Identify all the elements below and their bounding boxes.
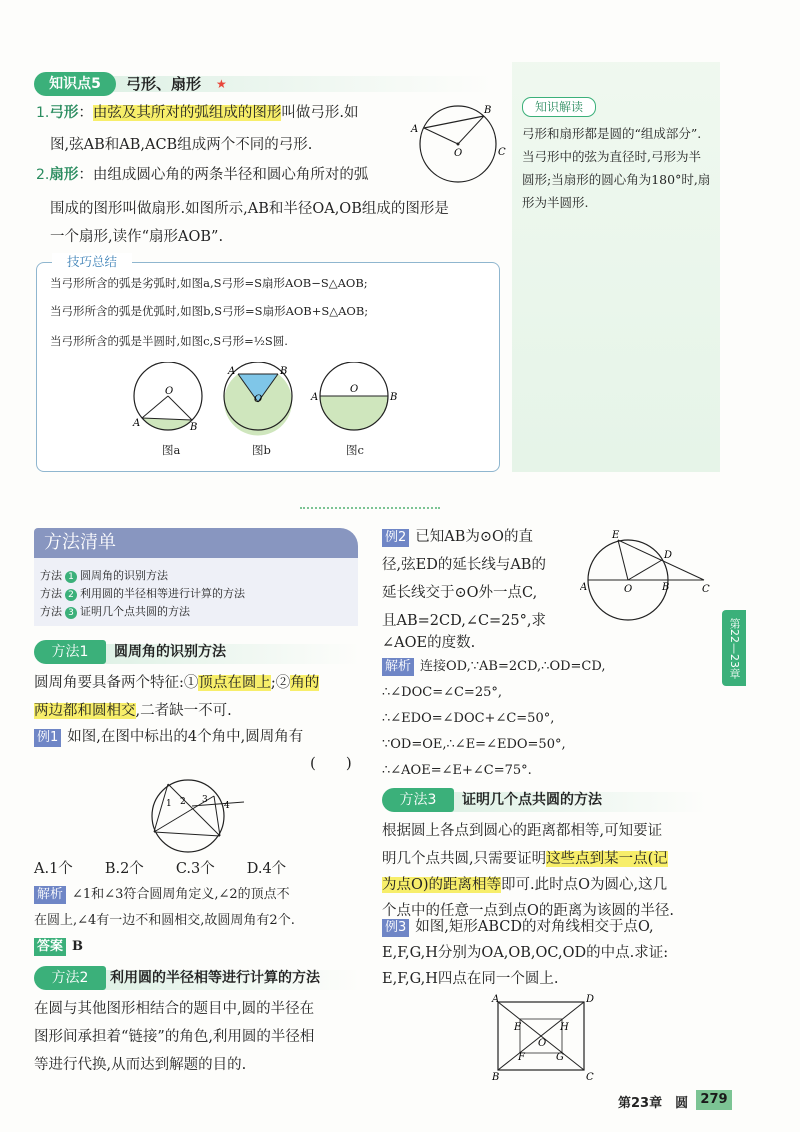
svg-text:2: 2 (180, 797, 186, 807)
svg-text:A: A (492, 994, 500, 1005)
method3-line2: 明几个点共圆,只需要证明这些点到某一点(记 (382, 851, 668, 867)
example2-line2: 径,弦ED的延长线与AB的 (382, 557, 546, 573)
svg-text:F: F (518, 1052, 525, 1063)
definition-segment-line2: 图,弦AB和AB,ACB组成两个不同的弓形. (50, 137, 313, 153)
figure-c (310, 362, 397, 430)
example-tag: 例1 (34, 729, 61, 747)
definition-sector-line2: 围成的图形叫做扇形.如图所示,AB和半径OA,OB组成的图形是 (50, 201, 449, 217)
svg-text:C: C (702, 584, 710, 595)
tips-figures (130, 362, 420, 442)
svg-text:B: B (484, 105, 492, 116)
method3-title: 证明几个点共圆的方法 (462, 792, 602, 808)
example3-line2: E,F,G,H分别为OA,OB,OC,OD的中点.求证: (382, 945, 669, 961)
svg-text:1: 1 (166, 799, 172, 809)
text: 由组成圆心角的两条半径和圆心角所对的弧 (92, 167, 369, 183)
method2-tag: 方法2 (34, 966, 106, 990)
method2-line1: 在圆与其他图形相结合的题目中,圆的半径在 (34, 1001, 315, 1017)
method1-tag: 方法1 (34, 640, 106, 664)
svg-text:O: O (624, 584, 633, 595)
answer-tag: 答案 (34, 938, 66, 956)
example2: 例2 已知AB为⊙O的直 (382, 522, 592, 552)
method2-line3: 等进行代换,从而达到解题的目的. (34, 1057, 247, 1073)
tips-tag: 技巧总结 (52, 253, 132, 271)
text: 叫做弓形.如 (281, 105, 359, 121)
tip-line: 当弓形所含的弧是半圆时,如图c,S弓形=½S圆. (50, 334, 288, 348)
analysis-tag: 解析 (382, 658, 414, 676)
explain-text: 弓形和扇形都是圆的“组成部分”.当弓形中的弦为直径时,弓形为半圆形;当扇形的圆心角为180°时,扇形为半圆形. (522, 126, 711, 210)
definition-segment (36, 98, 416, 128)
choice-b: B.2个 (104, 861, 144, 877)
svg-text:O: O (165, 386, 174, 397)
svg-text:O: O (538, 1038, 547, 1049)
example2-line5: ∠AOE的度数. (382, 635, 476, 651)
star-icon: ★ (216, 77, 227, 91)
svg-text:G: G (556, 1052, 564, 1063)
method2-line2: 图形间承担着“链接”的角色,利用圆的半径相 (34, 1029, 315, 1045)
methods-header: 方法清单 (34, 528, 358, 558)
svg-text:3: 3 (202, 795, 208, 805)
caption-a: 图a (162, 443, 181, 457)
answer1: 答案 B (34, 934, 374, 960)
analysis2-line: ∴∠DOC=∠C=25°, (382, 685, 502, 700)
example3-figure (488, 994, 598, 1080)
method1-title: 圆周角的识别方法 (114, 644, 226, 660)
term-sector: 扇形 (49, 167, 79, 183)
method-item: 方法 2 利用圆的半径相等进行计算的方法 (40, 587, 245, 600)
method1-line1: 圆周角要具备两个特征:①顶点在圆上;②角的 (34, 675, 320, 691)
highlight: 由弦及其所对的弧组成的图形 (92, 105, 282, 121)
item-number: 1. (36, 105, 50, 121)
svg-text:O: O (350, 384, 359, 395)
svg-text:C: C (586, 1072, 594, 1080)
example3: 例3 如图,矩形ABCD的对角线相交于点O, (382, 912, 722, 942)
method3-line4: 个点中的任意一点到点O的距离为该圆的半径. (382, 903, 674, 919)
analysis1: 解析 ∠1和∠3符合圆周角定义,∠2的顶点不 (34, 882, 374, 908)
svg-text:O: O (254, 394, 263, 405)
figure-b (224, 362, 292, 435)
method3-tag: 方法3 (382, 788, 454, 812)
svg-text:C: C (498, 147, 506, 158)
svg-text:E: E (612, 530, 620, 541)
choice-a: A.1个 (34, 861, 73, 877)
svg-text:A: A (411, 124, 419, 135)
answer-paren: ( ) (310, 754, 352, 772)
colon: ： (78, 105, 93, 121)
svg-text:B: B (280, 366, 288, 377)
svg-text:H: H (560, 1022, 569, 1033)
figure-a (132, 362, 202, 433)
choice-d: D.4个 (246, 861, 287, 877)
svg-text:A: A (228, 366, 236, 377)
svg-text:4: 4 (224, 801, 230, 811)
method3-line3: 为点O)的距离相等即可.此时点O为圆心,这几 (382, 877, 668, 893)
method-item: 方法 3 证明几个点共圆的方法 (40, 605, 190, 618)
analysis2: 解析 连接OD,∵AB=2CD,∴OD=CD, (382, 654, 712, 680)
example2-figure (580, 526, 710, 626)
segment-figure (408, 100, 508, 190)
analysis-tag: 解析 (34, 886, 66, 904)
example-tag: 例2 (382, 529, 409, 547)
footer-chapter: 第23章 圆 (618, 1096, 689, 1111)
analysis2-line: ∴∠EDO=∠DOC+∠C=50°, (382, 711, 555, 726)
svg-text:B: B (390, 392, 398, 403)
svg-text:E: E (514, 1022, 522, 1033)
example1: 例1 如图,在图中标出的4个角中,圆周角有 (34, 722, 374, 752)
analysis2-line: ∵OD=OE,∴∠E=∠EDO=50°, (382, 737, 566, 752)
item-number: 2. (36, 167, 50, 183)
svg-text:D: D (664, 550, 673, 561)
caption-c: 图c (346, 443, 364, 457)
caption-b: 图b (252, 443, 271, 457)
method2-title: 利用圆的半径相等进行计算的方法 (110, 970, 320, 986)
definition-sector (36, 160, 416, 190)
method-item: 方法 1 圆周角的识别方法 (40, 569, 168, 582)
knowledge-title: 弓形、扇形 (126, 75, 202, 93)
example2-line4: 且AB=2CD,∠C=25°,求 (382, 613, 547, 629)
svg-text:D: D (586, 994, 595, 1005)
colon: ： (78, 167, 93, 183)
choices (34, 854, 374, 884)
svg-text:O: O (454, 148, 463, 159)
example2-line3: 延长线交于⊙O外一点C, (382, 585, 538, 601)
example-tag: 例3 (382, 919, 409, 937)
example3-line3: E,F,G,H四点在同一个圆上. (382, 971, 559, 987)
example1-figure (140, 776, 250, 856)
tip-line: 当弓形所含的弧是优弧时,如图b,S弓形=S扇形AOB+S△AOB; (50, 304, 369, 318)
svg-text:A: A (580, 582, 588, 593)
method1-line2: 两边都和圆相交,二者缺一不可. (34, 703, 232, 719)
method3-line1: 根据圆上各点到圆心的距离都相等,可知要证 (382, 823, 663, 839)
page-number: 279 (696, 1090, 732, 1110)
definition-sector-line3: 一个扇形,读作“扇形AOB”. (50, 229, 224, 245)
svg-text:A: A (133, 418, 141, 429)
choice-c: C.3个 (175, 861, 215, 877)
svg-text:B: B (492, 1072, 500, 1080)
analysis1-line2: 在圆上,∠4有一边不和圆相交,故圆周角有2个. (34, 913, 295, 928)
divider (300, 507, 440, 509)
svg-text:B: B (190, 422, 198, 433)
analysis2-line: ∴∠AOE=∠E+∠C=75°. (382, 763, 532, 778)
svg-text:A: A (311, 392, 319, 403)
knowledge-tag: 知识点5 (34, 72, 116, 96)
explain-tag: 知识解读 (522, 97, 596, 117)
term-segment: 弓形 (49, 105, 79, 121)
svg-text:B: B (662, 582, 670, 593)
chapter-side-tab: 第22—23章 (722, 610, 746, 686)
tip-line: 当弓形所含的弧是劣弧时,如图a,S弓形=S扇形AOB−S△AOB; (50, 276, 368, 290)
